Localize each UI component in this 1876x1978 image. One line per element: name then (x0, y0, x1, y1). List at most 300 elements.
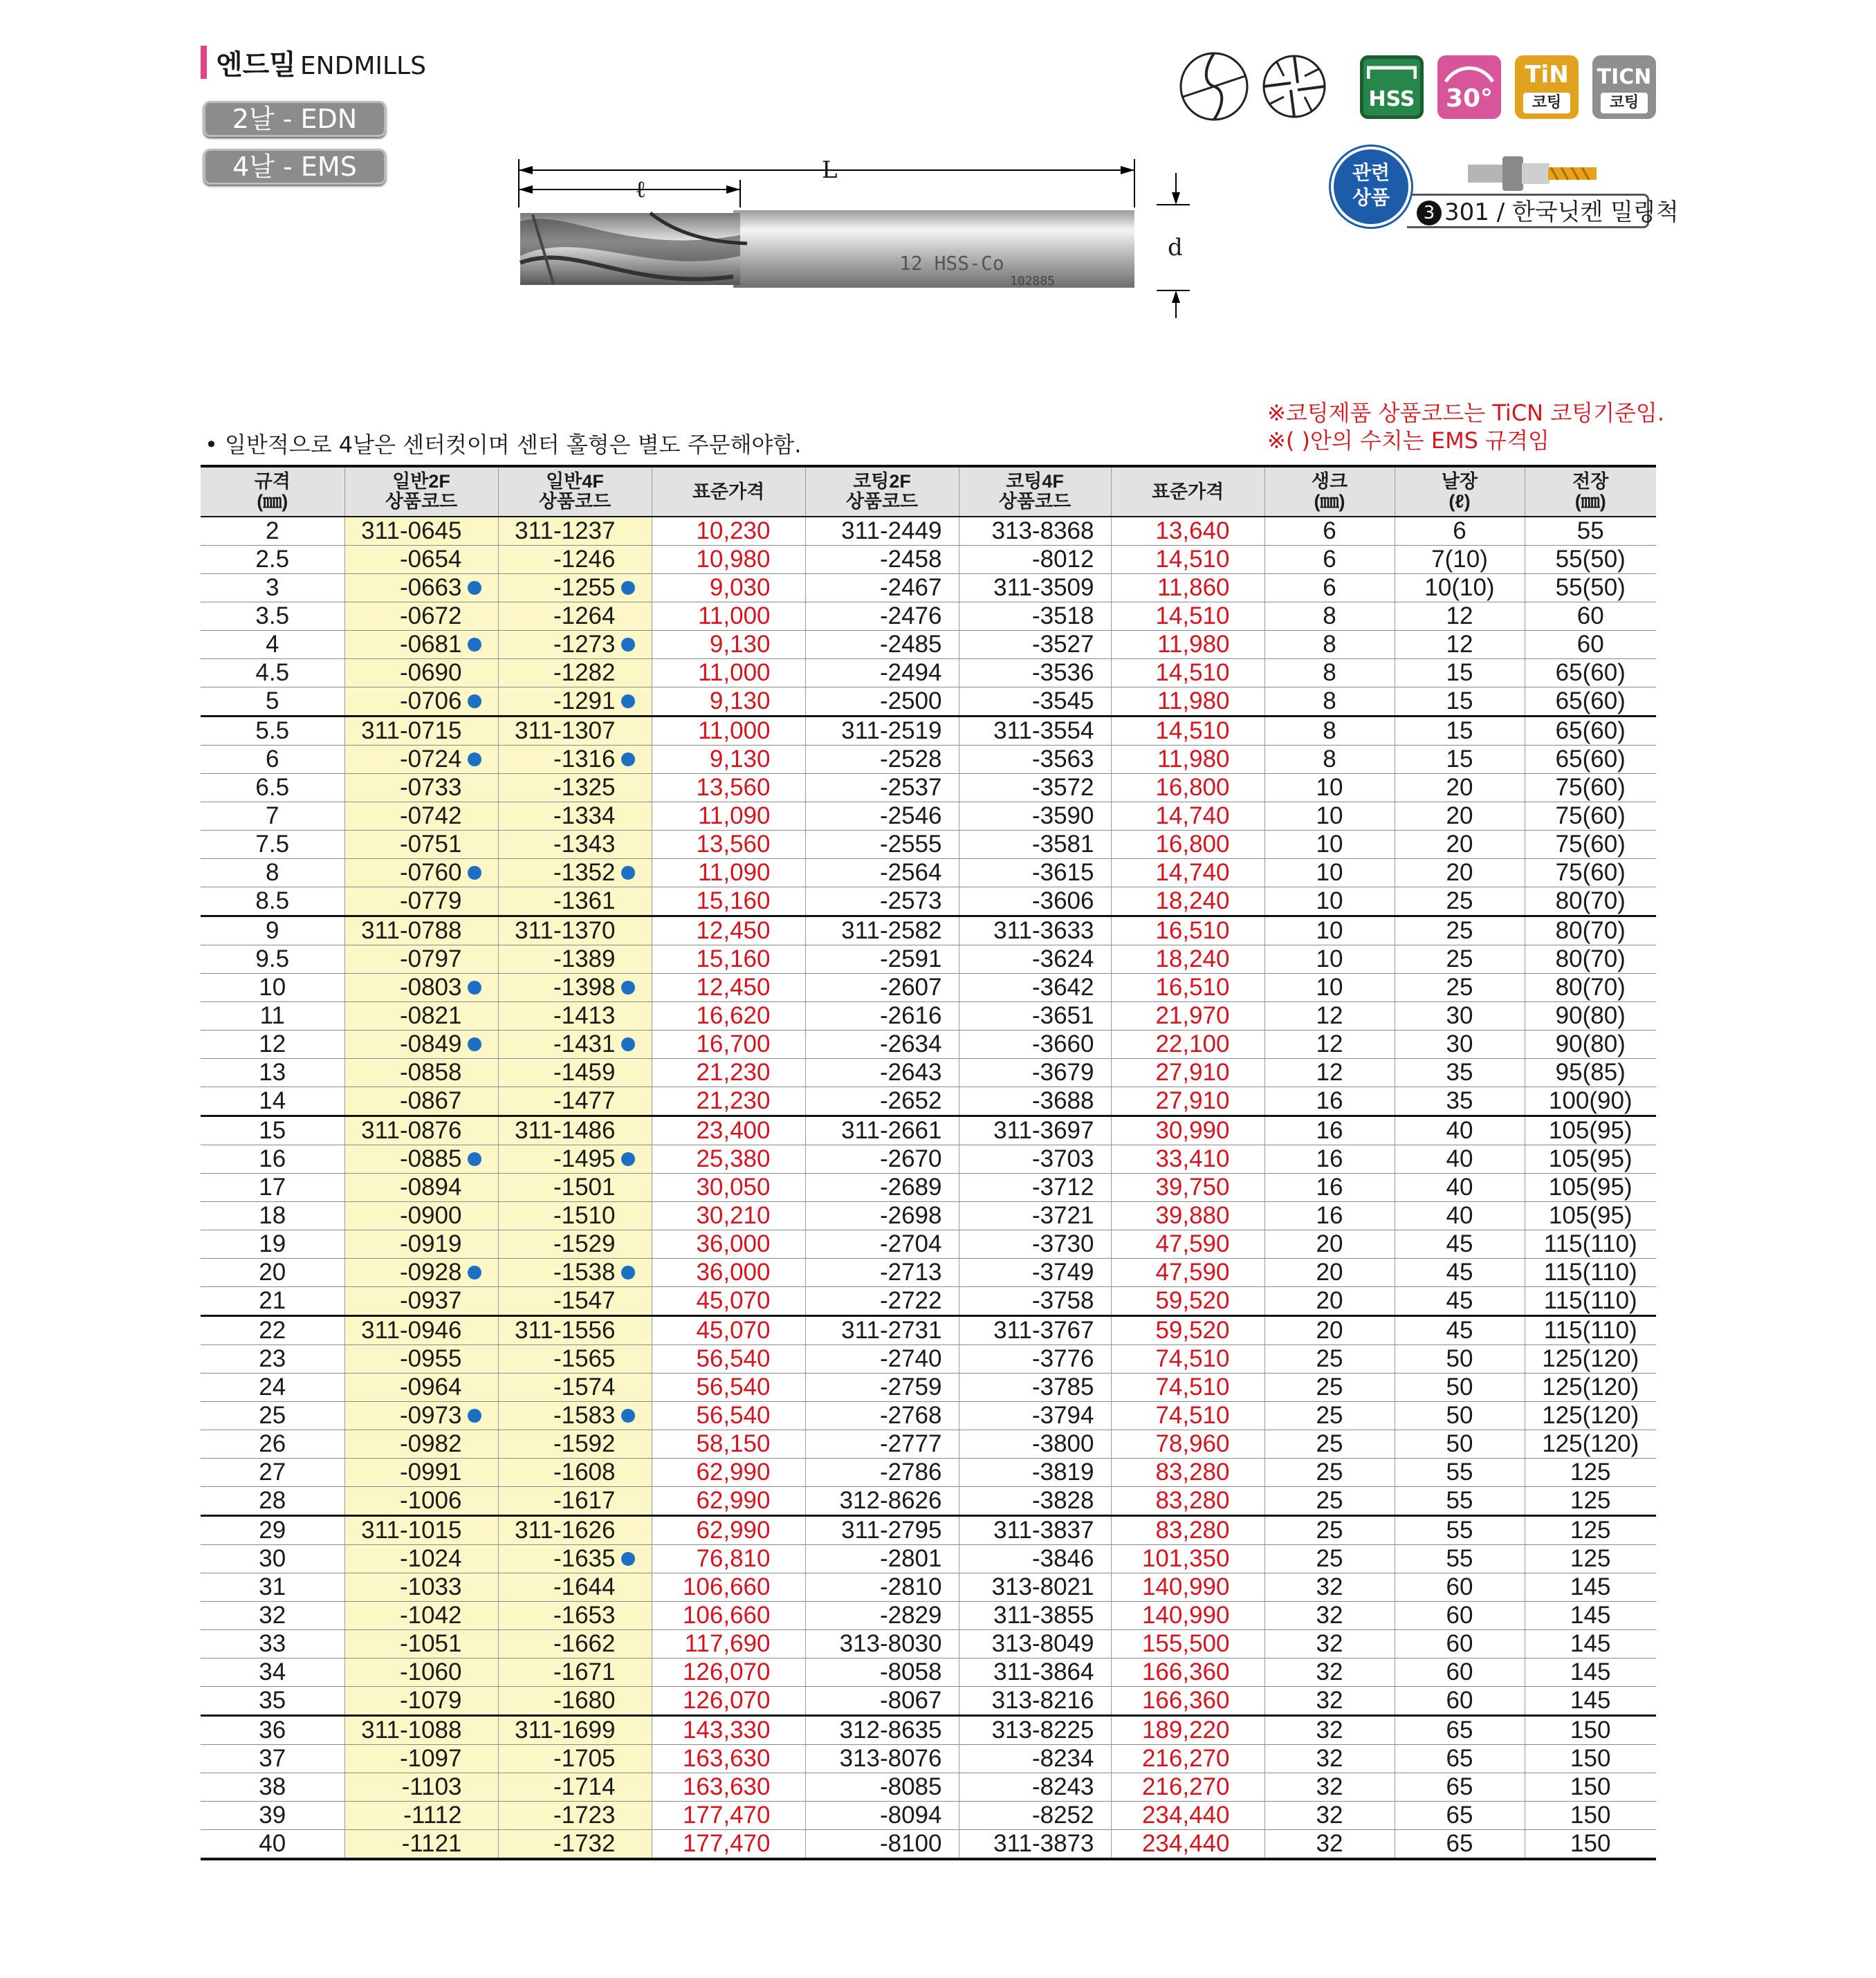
header-plain-4f-code-line1: 일반4F (546, 471, 604, 492)
shank-cell-value: 20 (1316, 1317, 1343, 1344)
shank-cell (1265, 802, 1395, 831)
plain-price-cell-value: 9,130 (709, 746, 771, 773)
flute-length-cell (1395, 945, 1525, 974)
overall-length-cell-value: 105(95) (1548, 1174, 1633, 1201)
overall-length-cell (1525, 687, 1656, 717)
plain-2f-code-cell-value: -1121 (401, 1830, 462, 1857)
plain-2f-code-cell-value: -0654 (399, 546, 462, 573)
table-row (201, 1773, 1656, 1802)
flute-length-cell (1395, 1658, 1525, 1687)
flute-length-cell-value: 15 (1446, 717, 1473, 744)
size-cell (201, 1145, 344, 1174)
coated-4f-code-cell (959, 1687, 1111, 1716)
overall-length-cell-value: 125(120) (1542, 1402, 1639, 1429)
coated-price-cell (1111, 916, 1265, 945)
overall-length-cell-value: 150 (1570, 1745, 1611, 1772)
plain-price-cell (652, 1116, 805, 1145)
overall-length-cell (1525, 1658, 1656, 1687)
coated-price-cell (1111, 1059, 1265, 1087)
plain-4f-code-cell-value: -1477 (553, 1087, 616, 1114)
coated-4f-code-cell-value: -3828 (1031, 1487, 1094, 1514)
plain-4f-code-cell-value: -1635 (553, 1545, 616, 1572)
table-row (201, 1087, 1656, 1116)
plain-4f-code-cell-value: 311-1556 (515, 1317, 616, 1344)
flute-length-cell (1395, 1802, 1525, 1830)
4-flute-endmill-icon (1256, 48, 1332, 124)
shank-cell-value: 25 (1316, 1402, 1343, 1429)
shank-cell-value: 25 (1316, 1374, 1343, 1401)
coated-4f-code-cell (959, 1374, 1111, 1402)
coated-price-cell-value: 16,800 (1155, 831, 1230, 858)
shank-cell (1265, 717, 1395, 746)
coated-price-cell-value: 83,280 (1155, 1459, 1230, 1486)
milling-chuck-image (1461, 147, 1599, 195)
overall-length-cell (1525, 659, 1656, 687)
table-row (201, 517, 1656, 546)
plain-2f-code-cell-value: -1006 (399, 1487, 462, 1514)
coated-4f-code-cell-value: 311-3509 (993, 574, 1094, 601)
shank-cell (1265, 546, 1395, 574)
flute-length-cell (1395, 1459, 1525, 1487)
plain-4f-code-cell-value: -1361 (553, 887, 616, 914)
flute-length-cell (1395, 859, 1525, 887)
coated-2f-code-cell-value: -2467 (879, 574, 942, 601)
overall-length-cell-value: 75(60) (1555, 859, 1626, 886)
plain-price-cell-value: 11,000 (698, 659, 771, 686)
coated-2f-code-cell (805, 831, 959, 859)
plain-4f-code-cell-value: -1282 (553, 659, 616, 686)
shank-cell-value: 12 (1316, 1002, 1343, 1029)
header-plain-4f-code (498, 466, 652, 517)
coated-2f-code-cell (805, 1174, 959, 1202)
plain-2f-code-cell-value: 311-0645 (361, 517, 462, 544)
plain-2f-code-cell-value: -0821 (399, 1002, 462, 1029)
size-cell (201, 1773, 344, 1802)
overall-length-cell (1525, 746, 1656, 774)
coated-price-cell-value: 22,100 (1155, 1030, 1230, 1057)
plain-4f-code-cell-value: -1255 (553, 574, 616, 601)
coated-4f-code-cell (959, 1230, 1111, 1259)
shank-cell-value: 12 (1316, 1030, 1343, 1057)
plain-4f-code-cell (498, 746, 652, 774)
plain-price-cell (652, 802, 805, 831)
plain-price-cell (652, 774, 805, 802)
header-overall-length-line1: 전장 (1572, 471, 1609, 492)
coated-4f-code-cell (959, 1287, 1111, 1316)
size-cell-value: 9 (266, 917, 279, 944)
coated-2f-code-cell-value: -2810 (879, 1573, 942, 1600)
overall-length-cell (1525, 631, 1656, 659)
overall-length-cell-value: 80(70) (1555, 974, 1626, 1001)
size-cell-value: 6 (266, 746, 279, 773)
coated-2f-code-cell (805, 1259, 959, 1287)
coating-code-note: ※코팅제품 상품코드는 TiCN 코팅기준임. (1267, 400, 1665, 426)
flute-length-cell-value: 60 (1446, 1630, 1473, 1657)
plain-price-cell-value: 15,160 (696, 945, 771, 972)
shank-number: 102885 (1010, 274, 1056, 288)
coated-price-cell-value: 13,640 (1155, 517, 1230, 544)
shank-cell-value: 32 (1316, 1630, 1343, 1657)
coated-price-cell (1111, 1287, 1265, 1316)
plain-4f-code-cell-value: -1352 (553, 859, 616, 886)
plain-2f-code-cell (344, 1602, 498, 1630)
coated-2f-code-cell (805, 1716, 959, 1745)
overall-length-cell (1525, 1487, 1656, 1516)
stock-dot-icon (468, 752, 481, 766)
coated-2f-code-cell (805, 916, 959, 945)
coated-price-cell-value: 166,360 (1141, 1687, 1230, 1714)
overall-length-cell-value: 145 (1570, 1602, 1611, 1629)
coated-2f-code-cell-value: -2801 (879, 1545, 942, 1572)
plain-2f-code-cell-value: -0900 (399, 1202, 462, 1229)
size-cell (201, 1230, 344, 1259)
header-plain-4f-code-line2: 상품코드 (538, 491, 611, 512)
coated-4f-code-cell-value: -3581 (1031, 831, 1094, 858)
size-cell-value: 40 (259, 1830, 286, 1857)
helix-icon (1443, 61, 1496, 84)
shank-cell (1265, 774, 1395, 802)
plain-4f-code-cell (498, 659, 652, 687)
size-cell-value: 2.5 (255, 546, 290, 573)
overall-length-cell-value: 115(110) (1543, 1230, 1637, 1257)
overall-length-cell (1525, 1687, 1656, 1716)
overall-length-cell (1525, 517, 1656, 546)
related-circle-line2: 상품 (1352, 186, 1390, 209)
plain-2f-code-cell (344, 1402, 498, 1430)
coated-price-cell (1111, 1087, 1265, 1116)
size-cell (201, 945, 344, 974)
coated-2f-code-cell (805, 802, 959, 831)
header-shank (1265, 466, 1395, 517)
type-4-flute-label: 4날 - EMS (203, 149, 386, 185)
size-cell (201, 1059, 344, 1087)
plain-2f-code-cell-value: -0672 (399, 602, 462, 629)
header-shank-line1: 생크 (1311, 471, 1348, 492)
flute-length-cell-value: 10(10) (1424, 574, 1495, 601)
plain-2f-code-cell-value: -1079 (399, 1687, 462, 1714)
plain-4f-code-cell (498, 887, 652, 916)
plain-4f-code-cell (498, 1259, 652, 1287)
coated-price-cell (1111, 1802, 1265, 1830)
flute-length-cell (1395, 1716, 1525, 1745)
shank-cell-value: 25 (1316, 1487, 1343, 1514)
plain-2f-code-cell (344, 1745, 498, 1773)
overall-length-cell-value: 90(80) (1555, 1030, 1626, 1057)
coated-4f-code-cell-value: -3642 (1031, 974, 1094, 1001)
overall-length-cell (1525, 945, 1656, 974)
shank-cell-value: 32 (1316, 1773, 1343, 1800)
plain-2f-code-cell-value: -0742 (399, 802, 462, 829)
plain-price-cell (652, 602, 805, 631)
size-cell-value: 5 (266, 687, 279, 714)
flute-length-cell-value: 25 (1446, 945, 1473, 972)
coated-2f-code-cell-value: -2722 (879, 1287, 942, 1314)
size-cell-value: 14 (259, 1087, 286, 1114)
plain-price-cell (652, 1202, 805, 1230)
type-2-flute-label: 2날 - EDN (203, 101, 386, 137)
plain-4f-code-cell-value: -1592 (553, 1430, 616, 1457)
plain-2f-code-cell (344, 1830, 498, 1860)
ticn-label: TICN (1597, 65, 1652, 89)
table-row (201, 1516, 1656, 1545)
shank-cell (1265, 1402, 1395, 1430)
overall-length-cell (1525, 1745, 1656, 1773)
flute-length-cell (1395, 1345, 1525, 1374)
overall-length-cell (1525, 774, 1656, 802)
coated-2f-code-cell (805, 687, 959, 717)
coated-2f-code-cell-value: -2591 (879, 945, 942, 972)
size-cell-value: 10 (259, 974, 286, 1001)
shank-cell-value: 25 (1316, 1545, 1343, 1572)
plain-price-cell-value: 11,090 (698, 859, 771, 886)
size-cell (201, 859, 344, 887)
related-product-box[interactable] (1407, 194, 1679, 228)
overall-length-cell (1525, 1259, 1656, 1287)
coated-4f-code-cell-value: 313-8049 (991, 1630, 1094, 1657)
coated-4f-code-cell (959, 1345, 1111, 1374)
coated-4f-code-cell (959, 717, 1111, 746)
size-cell (201, 1545, 344, 1573)
table-row (201, 1716, 1656, 1745)
stock-dot-icon (468, 638, 481, 651)
coated-price-cell-value: 18,240 (1155, 945, 1230, 972)
coated-price-cell (1111, 717, 1265, 746)
flute-length-cell (1395, 517, 1525, 546)
size-cell-value: 7.5 (255, 831, 290, 858)
stock-dot-icon (621, 1266, 635, 1279)
coated-4f-code-cell (959, 1087, 1111, 1116)
plain-price-cell (652, 546, 805, 574)
coated-2f-code-cell (805, 1459, 959, 1487)
related-product-text: 301 / 한국닛켄 밀링척 (1444, 198, 1679, 226)
coated-2f-code-cell (805, 1230, 959, 1259)
hss-wave-icon (1367, 64, 1417, 82)
plain-price-cell (652, 717, 805, 746)
coated-4f-code-cell (959, 831, 1111, 859)
coated-2f-code-cell (805, 974, 959, 1002)
table-row (201, 831, 1656, 859)
plain-4f-code-cell-value: -1343 (553, 831, 616, 858)
size-cell-value: 8.5 (255, 887, 290, 914)
plain-price-cell (652, 659, 805, 687)
flute-length-cell (1395, 916, 1525, 945)
shank-cell-value: 32 (1316, 1687, 1343, 1714)
overall-length-cell-value: 55(50) (1555, 546, 1626, 573)
flute-length-cell-value: 40 (1446, 1117, 1473, 1144)
flute-length-cell (1395, 1202, 1525, 1230)
plain-price-cell-value: 9,130 (709, 687, 771, 714)
coated-price-cell (1111, 1545, 1265, 1573)
coated-2f-code-cell-value: -2786 (879, 1459, 942, 1486)
shank-cell (1265, 1430, 1395, 1459)
coated-price-cell (1111, 1145, 1265, 1174)
overall-length-cell (1525, 831, 1656, 859)
plain-2f-code-cell (344, 1487, 498, 1516)
flute-length-cell (1395, 574, 1525, 602)
coated-2f-code-cell-value: -2713 (879, 1259, 942, 1286)
coated-4f-code-cell (959, 1202, 1111, 1230)
coated-2f-code-cell (805, 1773, 959, 1802)
flute-length-cell (1395, 659, 1525, 687)
coated-2f-code-cell (805, 517, 959, 546)
table-row (201, 746, 1656, 774)
coated-price-cell (1111, 945, 1265, 974)
stock-dot-icon (621, 981, 635, 995)
table-row (201, 916, 1656, 945)
plain-2f-code-cell-value: -0724 (399, 746, 462, 773)
coated-2f-code-cell-value: -2704 (879, 1230, 942, 1257)
plain-price-cell-value: 126,070 (682, 1658, 771, 1685)
plain-price-cell (652, 574, 805, 602)
plain-price-cell-value: 62,990 (696, 1487, 771, 1514)
table-row (201, 574, 1656, 602)
shank-marking: 12 HSS-Co (899, 252, 1004, 275)
coated-price-cell (1111, 831, 1265, 859)
plain-4f-code-cell (498, 916, 652, 945)
flute-length-cell-value: 25 (1446, 887, 1473, 914)
coated-4f-code-cell (959, 1802, 1111, 1830)
coated-2f-code-cell-value: -2689 (879, 1174, 942, 1201)
stock-dot-icon (621, 1552, 635, 1566)
table-row (201, 1202, 1656, 1230)
plain-price-cell-value: 36,000 (696, 1259, 771, 1286)
plain-price-cell-value: 23,400 (696, 1117, 771, 1144)
plain-2f-code-cell-value: -1112 (403, 1802, 462, 1829)
title-english: ENDMILLS (300, 52, 426, 80)
shank-cell (1265, 1658, 1395, 1687)
overall-length-cell-value: 60 (1576, 602, 1604, 629)
plain-price-cell-value: 15,160 (696, 887, 771, 914)
stock-dot-icon (621, 1409, 635, 1423)
coated-4f-code-cell-value: -8012 (1031, 546, 1094, 573)
stock-dot-icon (468, 866, 481, 880)
plain-price-cell (652, 859, 805, 887)
hss-badge (1360, 55, 1424, 119)
plain-2f-code-cell (344, 1716, 498, 1745)
catalog-number-marker: 3 (1417, 201, 1442, 225)
plain-price-cell-value: 56,540 (696, 1345, 771, 1372)
plain-2f-code-cell-value: -0919 (399, 1230, 462, 1257)
coated-2f-code-cell-value: 312-8635 (839, 1717, 942, 1744)
coated-4f-code-cell-value: 311-3864 (993, 1658, 1094, 1685)
plain-4f-code-cell-value: -1565 (553, 1345, 616, 1372)
coated-4f-code-cell-value: 311-3697 (993, 1117, 1094, 1144)
plain-2f-code-cell (344, 602, 498, 631)
flute-length-cell-value: 35 (1446, 1059, 1473, 1086)
coated-4f-code-cell (959, 802, 1111, 831)
overall-length-cell-value: 125(120) (1542, 1345, 1639, 1372)
plain-2f-code-cell (344, 1430, 498, 1459)
plain-price-cell (652, 746, 805, 774)
table-row (201, 802, 1656, 831)
coated-2f-code-cell-value: -2485 (879, 631, 942, 658)
coated-4f-code-cell-value: -3545 (1031, 687, 1094, 714)
plain-price-cell-value: 177,470 (682, 1802, 771, 1829)
coated-price-cell (1111, 1116, 1265, 1145)
coated-price-cell (1111, 1516, 1265, 1545)
plain-2f-code-cell-value: -0849 (399, 1030, 462, 1057)
shank-cell (1265, 631, 1395, 659)
plain-2f-code-cell (344, 517, 498, 546)
plain-2f-code-cell-value: -0690 (399, 659, 462, 686)
shank-cell (1265, 1174, 1395, 1202)
size-cell-value: 33 (259, 1630, 286, 1657)
overall-length-cell (1525, 1145, 1656, 1174)
table-body (201, 517, 1656, 1859)
flute-length-cell (1395, 631, 1525, 659)
flute-length-cell-value: 45 (1446, 1230, 1473, 1257)
overall-length-cell (1525, 859, 1656, 887)
plain-price-cell (652, 1745, 805, 1773)
coated-price-cell (1111, 774, 1265, 802)
plain-4f-code-cell (498, 1030, 652, 1059)
coated-4f-code-cell (959, 1545, 1111, 1573)
size-cell-value: 18 (259, 1202, 286, 1229)
plain-4f-code-cell-value: -1273 (553, 631, 616, 658)
plain-4f-code-cell (498, 1287, 652, 1316)
coated-2f-code-cell-value: -2698 (879, 1202, 942, 1229)
table-row (201, 1116, 1656, 1145)
size-cell (201, 802, 344, 831)
coated-4f-code-cell-value: -3606 (1031, 887, 1094, 914)
table-row (201, 887, 1656, 916)
table-row (201, 1545, 1656, 1573)
coated-4f-code-cell-value: -3572 (1031, 774, 1094, 801)
shank-cell (1265, 859, 1395, 887)
coated-4f-code-cell-value: -3794 (1031, 1402, 1094, 1429)
shank-cell (1265, 746, 1395, 774)
helix-angle-badge (1437, 55, 1501, 119)
size-cell (201, 1802, 344, 1830)
plain-4f-code-cell-value: 311-1626 (515, 1517, 616, 1544)
plain-4f-code-cell-value: -1547 (553, 1287, 616, 1314)
plain-4f-code-cell (498, 1545, 652, 1573)
flute-length-cell (1395, 1059, 1525, 1087)
size-cell-value: 4 (266, 631, 279, 658)
overall-length-cell-value: 75(60) (1555, 774, 1626, 801)
overall-length-cell-value: 80(70) (1555, 945, 1626, 972)
plain-2f-code-cell (344, 659, 498, 687)
plain-2f-code-cell-value: -0779 (399, 887, 462, 914)
coated-price-cell-value: 14,510 (1155, 602, 1230, 629)
flute-length-cell (1395, 1002, 1525, 1030)
plain-2f-code-cell-value: -0973 (399, 1402, 462, 1429)
coated-4f-code-cell (959, 746, 1111, 774)
plain-price-cell (652, 1002, 805, 1030)
plain-2f-code-cell (344, 1230, 498, 1259)
plain-2f-code-cell (344, 1116, 498, 1145)
coated-price-cell (1111, 659, 1265, 687)
coated-4f-code-cell-value: 311-3633 (993, 917, 1094, 944)
plain-4f-code-cell (498, 1487, 652, 1516)
coated-4f-code-cell-value: -3536 (1031, 659, 1094, 686)
plain-price-cell (652, 887, 805, 916)
coated-4f-code-cell (959, 687, 1111, 717)
plain-4f-code-cell (498, 1002, 652, 1030)
coated-4f-code-cell (959, 659, 1111, 687)
coated-price-cell-value: 14,740 (1155, 859, 1230, 886)
size-cell-value: 5.5 (255, 717, 290, 744)
plain-4f-code-cell (498, 1773, 652, 1802)
shank-cell (1265, 1545, 1395, 1573)
stock-dot-icon (621, 581, 635, 595)
flute-length-cell-value: 55 (1446, 1487, 1473, 1514)
size-cell (201, 774, 344, 802)
plain-price-cell-value: 11,000 (698, 602, 771, 629)
coated-2f-code-cell-value: -2759 (879, 1374, 942, 1401)
size-cell (201, 1830, 344, 1860)
plain-4f-code-cell-value: -1325 (553, 774, 616, 801)
